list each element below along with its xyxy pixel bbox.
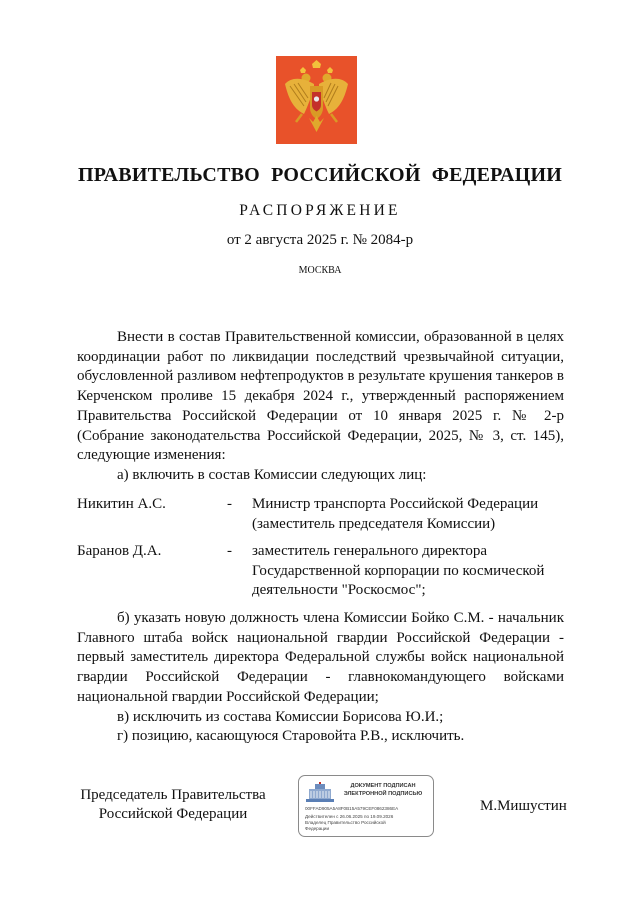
government-title: ПРАВИТЕЛЬСТВО РОССИЙСКОЙ ФЕДЕРАЦИИ bbox=[78, 164, 562, 186]
esign-header: ДОКУМЕНТ ПОДПИСАН ЭЛЕКТРОННОЙ ПОДПИСЬЮ bbox=[343, 783, 423, 797]
item-b: б) указать новую должность члена Комиссии Бойко С.М. - начальник Главного штаба войск национальной гвардии Российской Федерации - первый заместитель директора Федеральной службы войск национальной гвардии Российской Федерации - главнокомандующего войсками национальной гвардии Российской Федерации; bbox=[77, 610, 564, 705]
state-emblem bbox=[276, 56, 357, 144]
member-name: Никитин А.С. bbox=[77, 496, 166, 512]
member-row bbox=[77, 495, 567, 539]
document-date-number: от 2 августа 2025 г. № 2084-р bbox=[226, 232, 414, 248]
member-role: заместитель генерального директора Государственной корпорации по космической деятельности "Роскосмос"; bbox=[252, 543, 545, 598]
member-row bbox=[77, 542, 567, 604]
member-name: Баранов Д.А. bbox=[77, 543, 162, 559]
member-dash: - bbox=[227, 496, 232, 512]
esign-owner: Владелец Правительство Российской bbox=[305, 820, 386, 825]
signer-title: Председатель Правительства Российской Федерации bbox=[80, 787, 266, 822]
item-a: а) включить в состав Комиссии следующих лиц: bbox=[117, 466, 427, 483]
member-dash: - bbox=[227, 543, 232, 559]
document-type: РАСПОРЯЖЕНИЕ bbox=[239, 202, 401, 219]
document-city: МОСКВА bbox=[298, 265, 342, 276]
signer-name: М.Мишустин bbox=[480, 798, 567, 814]
item-g: г) позицию, касающуюся Старовойта Р.В., исключить. bbox=[117, 728, 465, 745]
intro-paragraph-block bbox=[77, 328, 564, 486]
intro-paragraph: Внести в состав Правительственной комиссии, образованной в целях координации работ по ликвидации последствий чрезвычайной ситуации, обусловленной разливом нефтепродуктов в результате крушения танкеров в Керченском проливе 15 декабря 2024 г., утвержденный распоряжением Правительства Российской Федерации от 10 января 2025 г. № 2-р (Собрание законодательства Российской Федерации, 2025, № 3, ст. 145), следующие изменения: bbox=[77, 329, 564, 464]
item-v: в) исключить из состава Комиссии Борисова Ю.И.; bbox=[117, 708, 444, 725]
government-building-icon bbox=[305, 782, 335, 804]
esign-owner-continued: Федерации bbox=[305, 826, 330, 831]
changes-block bbox=[77, 609, 564, 747]
esign-validity: Действителен с 26.06.2025 по 19.09.2026 bbox=[305, 814, 394, 819]
electronic-signature-stamp bbox=[298, 775, 434, 837]
esign-certificate: 00FFAD905A5A8F0B15A579CEF0862386EA bbox=[305, 806, 399, 811]
member-role: Министр транспорта Российской Федерации (заместитель председателя Комиссии) bbox=[252, 496, 539, 532]
double-headed-eagle-icon bbox=[276, 56, 357, 144]
